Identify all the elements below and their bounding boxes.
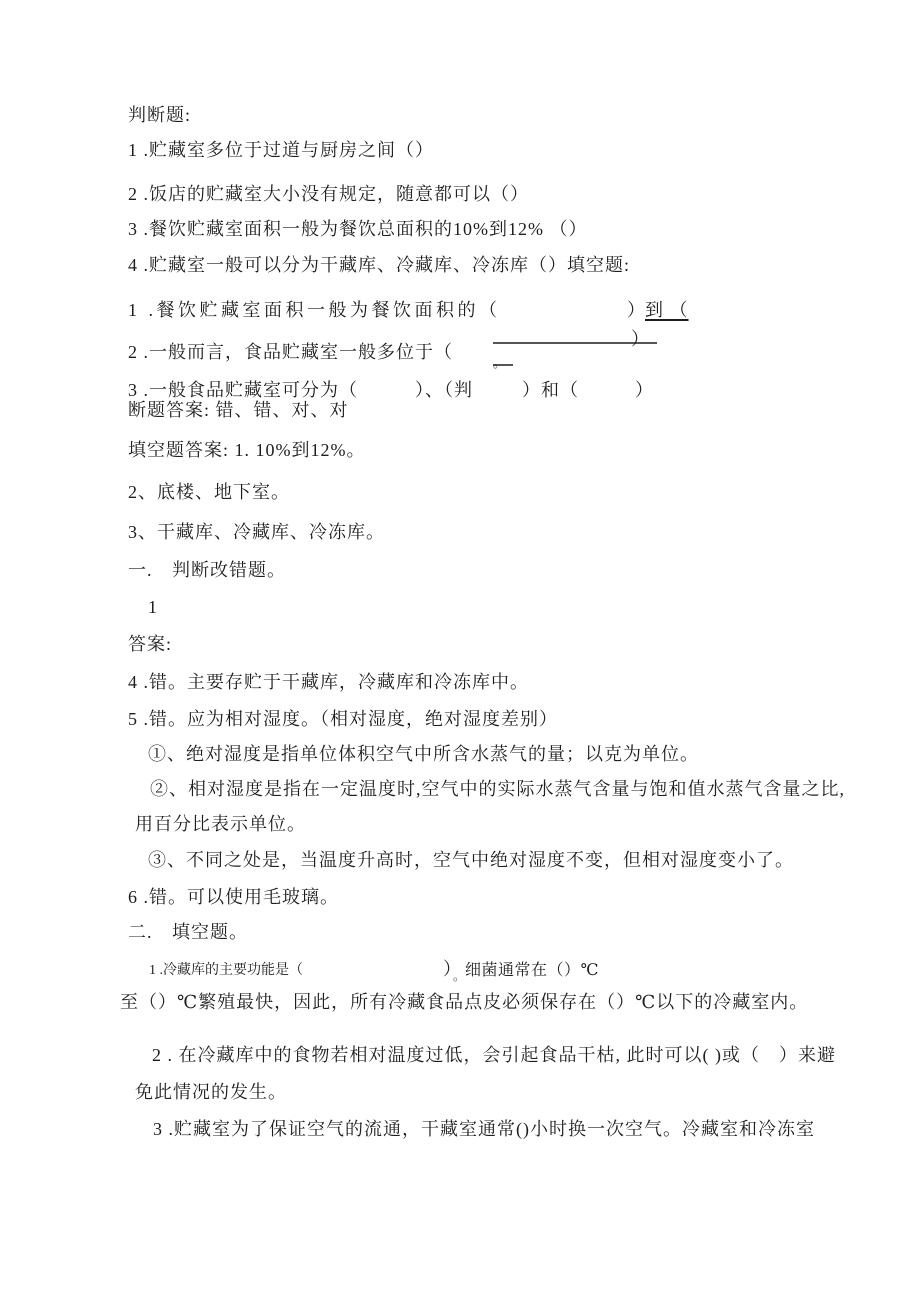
fill-q3-seg3: ）和（ (522, 380, 579, 400)
correction-item-4: 4 .错。主要存贮于干藏库，冷藏库和冷冻库中。 (128, 672, 529, 692)
fill-q3-seg4: ） (635, 380, 654, 400)
correction-item-5: 5 .错。应为相对湿度。（相对湿度，绝对湿度差别） (128, 709, 558, 729)
humidity-note-2: ②、相对湿度是指在一定温度时,空气中的实际水蒸气含量与饱和值水蒸气含量之比, (150, 779, 845, 799)
judgment-header: 判断题: (128, 105, 192, 125)
blank-q1-bacteria-text: 细菌通常在（）℃ (465, 962, 599, 979)
blank-q1-close-paren: ） (443, 959, 453, 979)
stray-number: 1 (148, 597, 158, 617)
fill-q3-seg2: ）、（判 (415, 380, 473, 400)
blank-q1-period: 。 (453, 969, 466, 983)
fill-answers-1: 填空题答案: 1. 10%到12%。 (128, 440, 366, 460)
answers-label: 答案: (128, 634, 173, 654)
fill-answers-2: 2、底楼、地下室。 (128, 482, 290, 502)
fill-q1-wrapped-blank-underline (493, 329, 657, 349)
blank-q1-text: 1 .冷藏库的主要功能是（ (149, 963, 303, 978)
fill-q3-text: 3 .一般食品贮藏室可分为（ (128, 380, 358, 400)
section-two-title: 填空题。 (172, 922, 248, 942)
blank-q2-line2: 免此情况的发生。 (135, 1082, 287, 1102)
blank-q3-line1: 3 .贮藏室为了保证空气的流通，干藏室通常()小时换一次空气。冷藏室和冷冻室 (153, 1119, 815, 1139)
judgment-answers-line: 断题答案: 错、错、对、对 (128, 400, 349, 420)
judgment-item-4: 4 .贮藏室一般可以分为干藏库、冷藏库、冷冻库（）填空题: (128, 255, 630, 275)
fill-q1-close-paren: ） (627, 300, 646, 320)
section-one-title: 判断改错题。 (172, 560, 286, 580)
correction-item-6: 6 .错。可以使用毛玻璃。 (128, 887, 339, 907)
humidity-note-1: ①、绝对湿度是指单位体积空气中所含水蒸气的量；以克为单位。 (148, 744, 699, 764)
fill-q1-underlined-blank: 到 （ (645, 300, 689, 320)
fill-q2-period-blank: 。 (493, 352, 513, 366)
humidity-note-2-cont: 用百分比表示单位。 (135, 814, 306, 834)
fill-q1-wrap-close-paren: ） (631, 329, 649, 349)
blank-q1-line2: 至（）℃繁殖最快，因此，所有冷藏食品点皮必须保存在（）℃以下的冷藏室内。 (120, 992, 809, 1012)
humidity-note-3: ③、不同之处是，当温度升高时，空气中绝对湿度不变，但相对湿度变小了。 (148, 850, 794, 870)
section-two-number: 二. (128, 922, 153, 942)
fill-q2-text: 2 .一般而言，食品贮藏室一般多位于（ (128, 342, 453, 362)
fill-q1-text: 1 .餐饮贮藏室面积一般为餐饮面积的（ (128, 300, 501, 320)
section-one-number: 一. (128, 560, 153, 580)
fill-answers-3: 3、干藏库、冷藏库、冷冻库。 (128, 522, 385, 542)
blank-q2-line1: 2 . 在冷藏库中的食物若相对温度过低，会引起食品干枯, 此时可以( )或（ ）来避 (152, 1045, 836, 1065)
judgment-item-3: 3 .餐饮贮藏室面积一般为餐饮总面积的10%到12% （） (128, 219, 588, 239)
blank-q1-tail (443, 959, 599, 981)
judgment-item-1: 1 .贮藏室多位于过道与厨房之间（） (128, 140, 434, 160)
judgment-item-2: 2 .饭店的贮藏室大小没有规定，随意都可以（） (128, 184, 529, 204)
